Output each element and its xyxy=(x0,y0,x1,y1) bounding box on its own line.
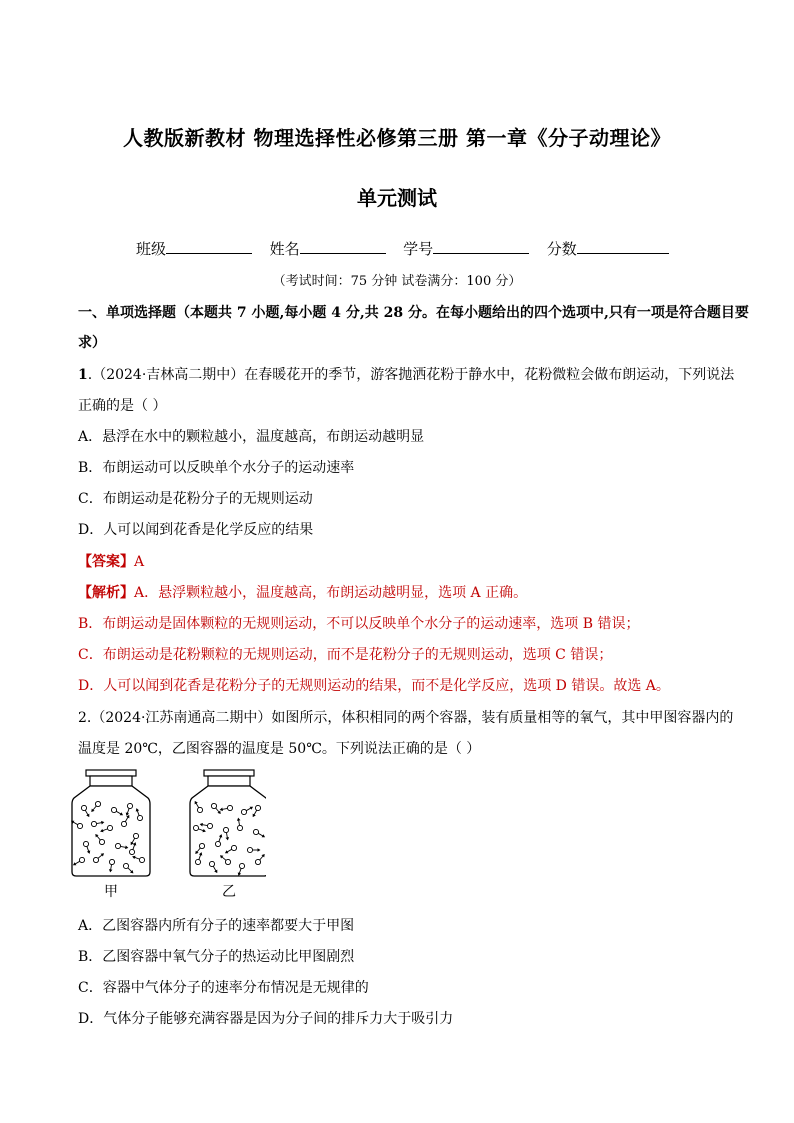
q1-option-a: A．悬浮在水中的颗粒越小，温度越高，布朗运动越明显 xyxy=(78,429,425,445)
q1-stem-text: .（2024·吉林高二期中）在春暖花开的季节，游客抛洒花粉于静水中，花粉微粒会做布朗运动，下列说法 xyxy=(87,367,735,383)
class-label: 班级 xyxy=(136,240,167,258)
answer-tag: 【答案】 xyxy=(78,554,134,570)
score-label: 分数 xyxy=(546,240,577,258)
q2-stem: 2.（2024·江苏南通高二期中）如图所示，体积相同的两个容器，装有质量相等的氧气，其中甲图容器内的 xyxy=(78,710,734,726)
figure-label-jia: 甲 xyxy=(104,884,118,900)
q1-stem-cont: 正确的是（ ） xyxy=(78,398,167,414)
analysis-tag: 【解析】 xyxy=(78,585,134,601)
exam-meta: （考试时间：75 分钟 试卷满分：100 分） xyxy=(272,274,522,289)
name-label: 姓名 xyxy=(269,240,300,258)
page-subtitle: 单元测试 xyxy=(357,186,437,210)
q1-number: 1 xyxy=(78,367,88,383)
q1-analysis xyxy=(78,582,527,602)
name-blank[interactable] xyxy=(300,239,386,254)
q1-option-b: B．布朗运动可以反映单个水分子的运动速率 xyxy=(78,460,355,476)
q2-stem-cont: 温度是 20℃，乙图容器的温度是 50℃。下列说法正确的是（ ） xyxy=(78,741,481,757)
q1-option-d: D．人可以闻到花香是化学反应的结果 xyxy=(78,522,314,538)
page-title: 人教版新教材 物理选择性必修第三册 第一章《分子动理论》 xyxy=(123,126,671,150)
jar-yi xyxy=(190,770,266,877)
q1-analysis-c: C．布朗运动是花粉颗粒的无规则运动，而不是花粉分子的无规则运动，选项 C 错误； xyxy=(78,647,613,663)
q1-analysis-b: B．布朗运动是固体颗粒的无规则运动，不可以反映单个水分子的运动速率，选项 B 错误； xyxy=(78,616,640,632)
answer-value: A xyxy=(134,554,145,570)
q1-analysis-d: D．人可以闻到花香是花粉分子的无规则运动的结果，而不是化学反应，选项 D 错误。故选 A。 xyxy=(78,678,670,694)
q2-option-c: C．容器中气体分子的速率分布情况是无规律的 xyxy=(78,980,369,996)
q1-stem xyxy=(78,364,734,384)
id-blank[interactable] xyxy=(433,239,529,254)
q2-option-a: A．乙图容器内所有分子的速率都要大于甲图 xyxy=(78,918,355,934)
q2-option-b: B．乙图容器中氧气分子的热运动比甲图剧烈 xyxy=(78,949,355,965)
section-heading-cont: 求） xyxy=(78,335,106,351)
gas-container-figure xyxy=(66,768,266,902)
id-label: 学号 xyxy=(403,240,434,258)
jar-jia xyxy=(70,770,150,876)
q1-option-c: C．布朗运动是花粉分子的无规则运动 xyxy=(78,491,313,507)
class-blank[interactable] xyxy=(166,239,252,254)
q2-option-d: D．气体分子能够充满容器是因为分子间的排斥力大于吸引力 xyxy=(78,1011,454,1027)
student-info-row xyxy=(136,238,669,259)
figure-label-yi: 乙 xyxy=(222,884,236,900)
analysis-text: A．悬浮颗粒越小，温度越高，布朗运动越明显，选项 A 正确。 xyxy=(134,585,528,601)
section-heading: 一、单项选择题（本题共 7 小题,每小题 4 分,共 28 分。在每小题给出的四个选项中,只有一项是符合题目要 xyxy=(78,305,749,321)
score-blank[interactable] xyxy=(577,239,669,254)
q1-answer xyxy=(78,551,144,571)
